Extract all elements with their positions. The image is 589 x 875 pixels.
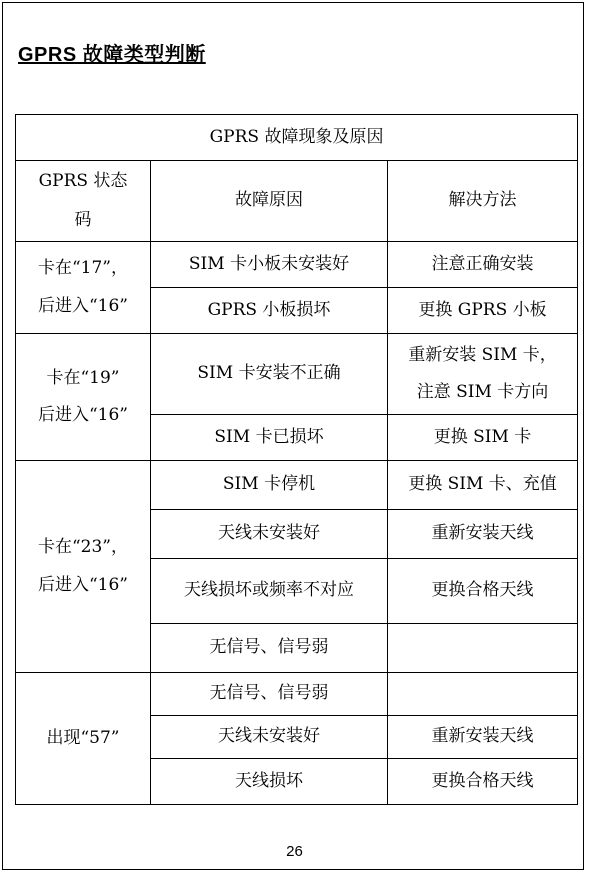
status-code-cell: 出现“57” — [16, 673, 151, 805]
status-code-cell: 卡在“19” 后进入“16” — [16, 334, 151, 461]
cause-cell: 天线损坏或频率不对应 — [151, 559, 388, 624]
table-caption-row — [16, 115, 578, 161]
status-code-cell: 卡在“23”， 后进入“16” — [16, 461, 151, 673]
cause-cell: SIM 卡已损坏 — [151, 415, 388, 461]
cause-cell: SIM 卡停机 — [151, 461, 388, 510]
solution-cell: 重新安装 SIM 卡， 注意 SIM 卡方向 — [388, 334, 578, 415]
cause-cell: SIM 卡安装不正确 — [151, 334, 388, 415]
cause-cell: GPRS 小板损坏 — [151, 288, 388, 334]
cause-cell: 天线未安装好 — [151, 716, 388, 759]
solution-cell: 更换 SIM 卡、充值 — [388, 461, 578, 510]
page-title: GPRS 故障类型判断 — [18, 44, 206, 66]
header-solution: 解决方法 — [388, 161, 578, 242]
cause-cell: 无信号、信号弱 — [151, 673, 388, 716]
table-caption: GPRS 故障现象及原因 — [16, 115, 578, 161]
cause-cell: 天线未安装好 — [151, 510, 388, 559]
table-row — [16, 334, 578, 415]
page-number: 26 — [286, 843, 303, 860]
header-status-code: GPRS 状态 码 — [16, 161, 151, 242]
status-code-cell: 卡在“17”， 后进入“16” — [16, 242, 151, 334]
cause-cell: 无信号、信号弱 — [151, 624, 388, 673]
table-row — [16, 242, 578, 288]
header-cause: 故障原因 — [151, 161, 388, 242]
table-header-row — [16, 161, 578, 242]
solution-cell: 更换 SIM 卡 — [388, 415, 578, 461]
cause-cell: SIM 卡小板未安装好 — [151, 242, 388, 288]
cause-cell: 天线损坏 — [151, 759, 388, 805]
solution-cell: 更换合格天线 — [388, 559, 578, 624]
solution-cell — [388, 673, 578, 716]
solution-cell: 注意正确安装 — [388, 242, 578, 288]
solution-cell: 更换 GPRS 小板 — [388, 288, 578, 334]
solution-cell: 更换合格天线 — [388, 759, 578, 805]
solution-cell: 重新安装天线 — [388, 510, 578, 559]
table-row — [16, 673, 578, 716]
solution-cell — [388, 624, 578, 673]
table-row — [16, 461, 578, 510]
fault-table — [15, 114, 578, 805]
solution-cell: 重新安装天线 — [388, 716, 578, 759]
